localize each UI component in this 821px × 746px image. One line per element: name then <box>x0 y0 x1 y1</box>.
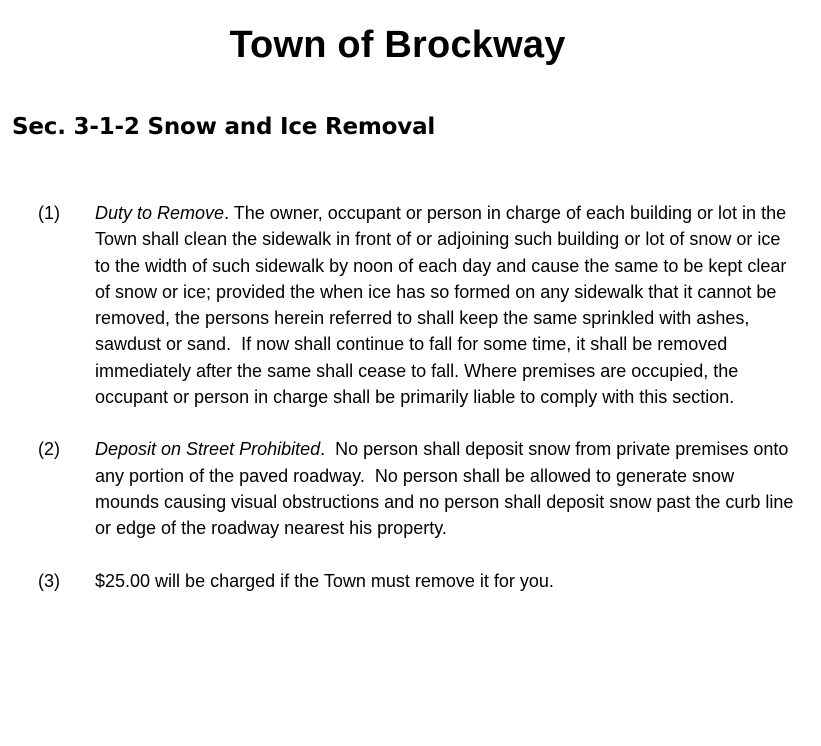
ordinance-item-2 <box>38 436 798 541</box>
item-body: . The owner, occupant or person in charge of each building or lot in the Town shall clean the sidewalk in front of or adjoining such building or lot of snow or ice to the width of such sidewalk by noon of each day and cause the same to be kept clear of snow or ice; provided the when ice has so formed on any sidewalk that it cannot be removed, the persons herein referred to shall keep the same sprinkled with ashes, sawdust or sand. If now shall continue to fall for some time, it shall be removed immediately after the same shall cease to fall. Where premises are occupied, the occupant or person in charge shall be primarily liable to comply with this section. <box>95 203 792 408</box>
item-body: $25.00 will be charged if the Town must remove it for you. <box>95 570 554 591</box>
item-number: (2) <box>38 439 60 460</box>
ordinance-item-3 <box>38 568 798 594</box>
item-text <box>95 200 798 410</box>
ordinance-item-1 <box>38 200 798 410</box>
item-body: . No person shall deposit snow from private premises onto any portion of the paved roadway. No person shall be allowed to generate snow mounds causing visual obstructions and no person shall deposit snow past the curb line or edge of the roadway nearest his property. <box>95 439 799 539</box>
item-heading: Deposit on Street Prohibited <box>95 439 321 460</box>
item-text <box>95 568 798 594</box>
item-number: (3) <box>38 570 60 591</box>
item-heading: Duty to Remove <box>95 203 225 223</box>
section-heading: Sec. 3-1-2 Snow and Ice Removal <box>12 114 436 140</box>
item-text <box>95 436 798 541</box>
document-title: Town of Brockway <box>229 24 566 66</box>
item-number: (1) <box>38 203 60 223</box>
ordinance-items <box>38 200 798 594</box>
